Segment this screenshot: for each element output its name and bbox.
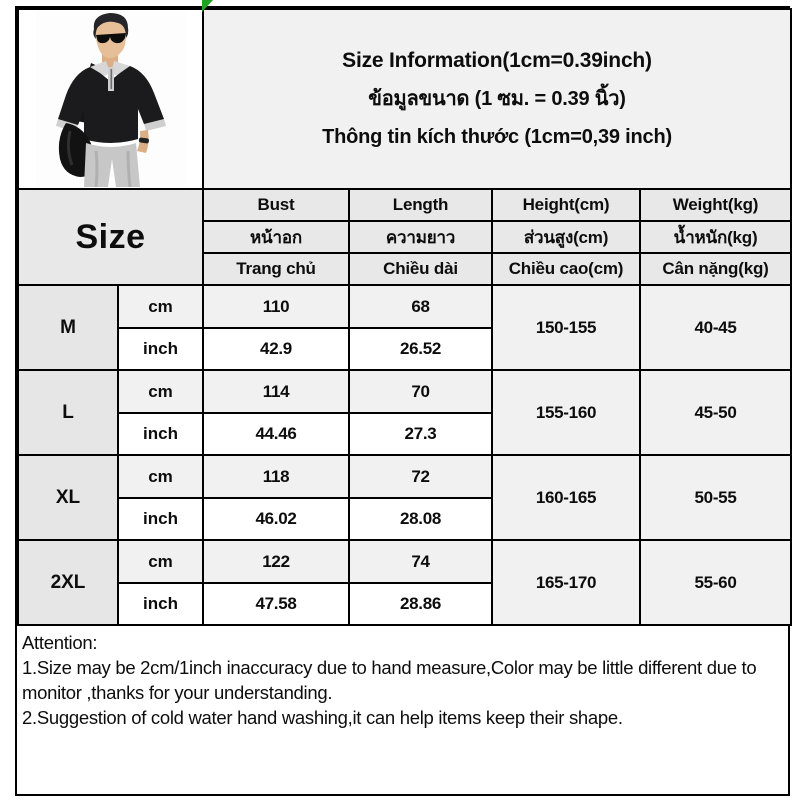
weight-range-xl: 50-55 [640, 455, 791, 540]
unit-label-cm: cm [118, 370, 203, 413]
header-height-vi: Chiều cao(cm) [492, 253, 640, 285]
unit-label-cm: cm [118, 455, 203, 498]
height-range-2xl: 165-170 [492, 540, 640, 625]
length-inch-xl: 28.08 [349, 498, 492, 540]
bust-cm-xl: 118 [203, 455, 349, 498]
length-cm-m: 68 [349, 285, 492, 328]
unit-label-inch: inch [118, 328, 203, 370]
title-english: Size Information(1cm=0.39inch) [342, 49, 652, 72]
header-bust-en: Bust [203, 189, 349, 221]
header-bust-th: หน้าอก [203, 221, 349, 253]
size-label-m: M [18, 285, 118, 370]
header-length-en: Length [349, 189, 492, 221]
model-photo-cell [18, 9, 203, 189]
size-label-l: L [18, 370, 118, 455]
weight-range-m: 40-45 [640, 285, 791, 370]
unit-label-inch: inch [118, 498, 203, 540]
length-inch-l: 27.3 [349, 413, 492, 455]
size-table [17, 8, 792, 626]
weight-range-2xl: 55-60 [640, 540, 791, 625]
attention-note-2: 2.Suggestion of cold water hand washing,it can help items keep their shape. [22, 707, 623, 728]
bust-inch-l: 44.46 [203, 413, 349, 455]
header-length-vi: Chiều dài [349, 253, 492, 285]
model-illustration [36, 11, 186, 187]
header-bust-vi: Trang chủ [203, 253, 349, 285]
length-cm-xl: 72 [349, 455, 492, 498]
height-range-xl: 160-165 [492, 455, 640, 540]
attention-note-1: 1.Size may be 2cm/1inch inaccuracy due to hand measure,Color may be little different due to monitor ,thanks for your understanding. [22, 657, 757, 703]
size-label-xl: XL [18, 455, 118, 540]
length-cm-l: 70 [349, 370, 492, 413]
table-row [18, 540, 791, 583]
header-weight-vi: Cân nặng(kg) [640, 253, 791, 285]
length-inch-2xl: 28.86 [349, 583, 492, 625]
title-cell [203, 9, 791, 189]
unit-label-cm: cm [118, 285, 203, 328]
unit-label-inch: inch [118, 413, 203, 455]
header-weight-th: น้ำหนัก(kg) [640, 221, 791, 253]
bust-inch-2xl: 47.58 [203, 583, 349, 625]
height-range-l: 155-160 [492, 370, 640, 455]
table-row [18, 285, 791, 328]
table-row [18, 455, 791, 498]
unit-label-cm: cm [118, 540, 203, 583]
title-thai: ข้อมูลขนาด (1 ซม. = 0.39 นิ้ว) [368, 88, 626, 110]
bust-inch-m: 42.9 [203, 328, 349, 370]
size-column-header: Size [18, 189, 203, 285]
height-range-m: 150-155 [492, 285, 640, 370]
header-weight-en: Weight(kg) [640, 189, 791, 221]
attention-notes [17, 626, 788, 794]
bust-inch-xl: 46.02 [203, 498, 349, 540]
chart-frame [15, 6, 790, 796]
bust-cm-m: 110 [203, 285, 349, 328]
title-vietnamese: Thông tin kích thước (1cm=0,39 inch) [322, 126, 672, 148]
header-height-th: ส่วนสูง(cm) [492, 221, 640, 253]
table-row [18, 370, 791, 413]
length-cm-2xl: 74 [349, 540, 492, 583]
header-length-th: ความยาว [349, 221, 492, 253]
attention-heading: Attention: [22, 632, 98, 653]
length-inch-m: 26.52 [349, 328, 492, 370]
header-height-en: Height(cm) [492, 189, 640, 221]
model-photo [19, 11, 202, 187]
unit-label-inch: inch [118, 583, 203, 625]
bust-cm-l: 114 [203, 370, 349, 413]
weight-range-l: 45-50 [640, 370, 791, 455]
bust-cm-2xl: 122 [203, 540, 349, 583]
size-label-2xl: 2XL [18, 540, 118, 625]
